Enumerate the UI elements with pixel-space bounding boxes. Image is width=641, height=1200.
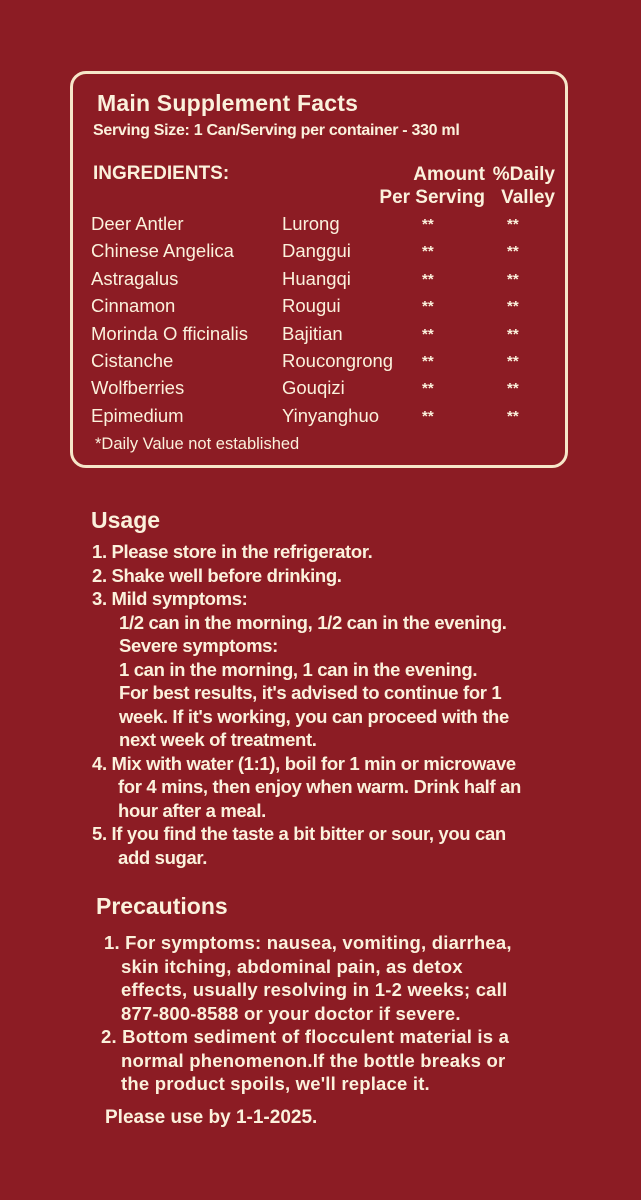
ingredient-amount: ** <box>422 380 434 398</box>
mild-symptoms-label: Mild symptoms: <box>111 588 248 609</box>
amount-header-line2: Per Serving <box>379 187 485 208</box>
ingredient-english: Cinnamon <box>91 295 176 317</box>
precautions-list <box>101 931 574 1096</box>
ingredient-row <box>91 268 561 295</box>
ingredient-daily-value: ** <box>507 352 519 370</box>
ingredient-daily-value: ** <box>507 407 519 425</box>
ingredient-pinyin: Danggui <box>282 240 351 262</box>
precaution-1-line-3: effects, usually resolving in 1-2 weeks; call <box>121 979 508 1000</box>
ingredient-english: Morinda O fficinalis <box>91 322 248 344</box>
daily-value-header-line2: Valley <box>501 187 555 208</box>
mild-symptoms-dosage: 1/2 can in the morning, 1/2 can in the evening. <box>119 611 507 633</box>
ingredient-english: Astragalus <box>91 267 179 289</box>
usage-step-5: 5. If you find the taste a bit bitter or sour, you can <box>92 823 506 844</box>
ingredient-english: Deer Antler <box>91 213 184 234</box>
amount-header <box>355 163 485 209</box>
use-by-date: Please use by 1-1-2025. <box>105 1107 318 1128</box>
ingredient-row <box>91 295 561 322</box>
severe-symptoms-dosage: 1 can in the morning, 1 can in the evening. <box>119 658 478 680</box>
facts-title: Main Supplement Facts <box>97 90 359 116</box>
ingredient-row <box>91 405 561 432</box>
ingredient-pinyin: Huangqi <box>282 267 351 289</box>
ingredient-amount: ** <box>422 325 434 343</box>
ingredient-row <box>91 323 561 350</box>
best-results-line-1: For best results, it's advised to continue for 1 <box>119 682 502 703</box>
usage-step-1: 1. Please store in the refrigerator. <box>92 541 373 562</box>
ingredient-daily-value: ** <box>507 270 519 288</box>
ingredient-daily-value: ** <box>507 216 519 233</box>
precaution-1: 1. For symptoms: nausea, vomiting, diarrhea, <box>104 932 512 953</box>
ingredient-pinyin: Bajitian <box>282 322 343 344</box>
ingredient-amount: ** <box>422 270 434 288</box>
ingredient-english: Epimedium <box>91 404 184 426</box>
ingredient-list <box>91 213 561 432</box>
best-results-line-2: week. If it's working, you can proceed with the <box>119 705 509 727</box>
ingredients-header: INGREDIENTS: <box>93 163 230 184</box>
serving-size: Serving Size: 1 Can/Serving per container - 330 ml <box>93 122 460 139</box>
ingredient-amount: ** <box>422 216 434 233</box>
ingredient-pinyin: Rougui <box>282 295 341 317</box>
usage-step-4-line-3: hour after a meal. <box>118 799 266 821</box>
precaution-2-line-3: the product spoils, we'll replace it. <box>121 1073 430 1094</box>
precaution-2: 2. Bottom sediment of flocculent material is a <box>101 1026 510 1047</box>
ingredient-pinyin: Roucongrong <box>282 349 394 371</box>
precaution-1-line-4: 877-800-8588 or your doctor if severe. <box>121 1002 461 1024</box>
usage-step-3 <box>92 587 592 611</box>
daily-value-header <box>473 163 555 209</box>
ingredient-english: Wolfberries <box>91 377 185 399</box>
ingredient-amount: ** <box>422 407 434 425</box>
ingredient-pinyin: Lurong <box>282 213 340 234</box>
usage-step-4: 4. Mix with water (1:1), boil for 1 min or microwave <box>92 752 516 774</box>
best-results-line-3: next week of treatment. <box>119 729 317 750</box>
usage-step-4-line-2: for 4 mins, then enjoy when warm. Drink half an <box>118 776 521 797</box>
supplement-facts-panel <box>70 71 568 468</box>
ingredient-row <box>91 377 561 404</box>
usage-step-5-line-2: add sugar. <box>118 846 208 868</box>
daily-value-header-line1: %Daily <box>492 164 555 185</box>
ingredient-english: Cistanche <box>91 349 174 371</box>
ingredient-english: Chinese Angelica <box>91 240 234 262</box>
ingredient-daily-value: ** <box>507 298 519 316</box>
ingredient-pinyin: Yinyanghuo <box>282 404 380 426</box>
ingredient-pinyin: Gouqizi <box>282 377 345 399</box>
amount-header-line1: Amount <box>413 164 485 185</box>
usage-list <box>92 540 592 869</box>
ingredient-row <box>91 213 561 240</box>
daily-value-footnote: *Daily Value not established <box>95 435 300 453</box>
precaution-1-line-2: skin itching, abdominal pain, as detox <box>121 955 463 977</box>
precaution-2-line-2: normal phenomenon.If the bottle breaks or <box>121 1049 506 1071</box>
ingredient-daily-value: ** <box>507 325 519 343</box>
usage-title: Usage <box>91 507 161 533</box>
precautions-title: Precautions <box>96 893 228 919</box>
ingredient-daily-value: ** <box>507 243 519 261</box>
usage-step-3-number: 3. <box>92 588 112 609</box>
usage-step-2: 2. Shake well before drinking. <box>92 564 342 586</box>
ingredient-row <box>91 240 561 267</box>
severe-symptoms-label: Severe symptoms: <box>119 635 278 656</box>
ingredient-row <box>91 350 561 377</box>
ingredient-daily-value: ** <box>507 380 519 398</box>
ingredient-amount: ** <box>422 352 434 370</box>
ingredient-amount: ** <box>422 298 434 316</box>
ingredient-amount: ** <box>422 243 434 261</box>
